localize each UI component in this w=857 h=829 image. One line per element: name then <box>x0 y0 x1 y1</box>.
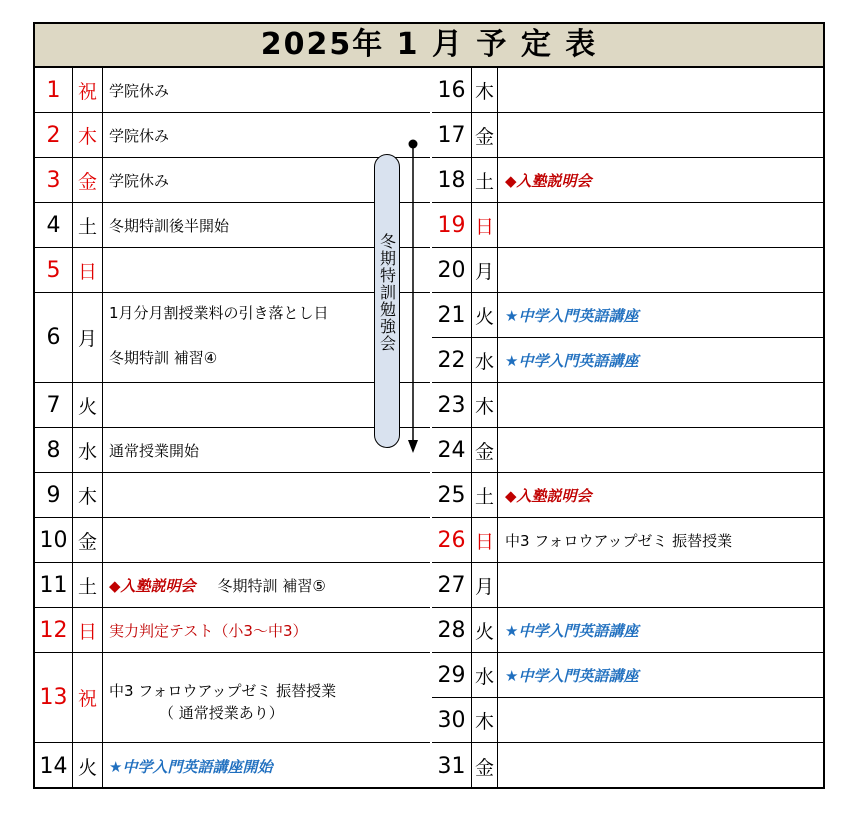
day-number: 2 <box>35 113 73 157</box>
day-number: 9 <box>35 473 73 517</box>
day-row-17 <box>432 113 825 158</box>
event-text: ★中学入門英語講座 <box>505 351 639 370</box>
day-number: 3 <box>35 158 73 202</box>
weekday: 日 <box>472 518 498 562</box>
day-row-6 <box>35 293 430 383</box>
day-number: 14 <box>35 743 73 789</box>
day-number: 23 <box>432 383 472 427</box>
info-session-label: ◆入塾説明会 <box>109 576 196 595</box>
day-row-20 <box>432 248 825 293</box>
day-row-18 <box>432 158 825 203</box>
day-number: 4 <box>35 203 73 247</box>
day-row-3 <box>35 158 430 203</box>
event-text: ◆入塾説明会 <box>505 486 592 505</box>
weekday: 木 <box>73 473 103 517</box>
event-text: ★中学入門英語講座 <box>505 306 639 325</box>
weekday: 月 <box>73 293 103 382</box>
day-number: 10 <box>35 518 73 562</box>
day-row-30 <box>432 698 825 743</box>
event-text: ★中学入門英語講座開始 <box>109 757 273 776</box>
event-text: 冬期特訓後半開始 <box>109 216 230 235</box>
day-row-28 <box>432 608 825 653</box>
day-row-9 <box>35 473 430 518</box>
weekday: 火 <box>73 383 103 427</box>
day-number: 6 <box>35 293 73 382</box>
day-number: 17 <box>432 113 472 157</box>
day-number: 24 <box>432 428 472 472</box>
day-row-16 <box>432 68 825 113</box>
event-text: 学院休み <box>109 126 170 145</box>
day-row-8 <box>35 428 430 473</box>
day-number: 27 <box>432 563 472 607</box>
weekday: 祝 <box>73 653 103 742</box>
day-number: 21 <box>432 293 472 337</box>
day-number: 20 <box>432 248 472 292</box>
weekday: 月 <box>472 563 498 607</box>
day-number: 28 <box>432 608 472 652</box>
day-number: 11 <box>35 563 73 607</box>
event-text-line2: （ 通常授業あり） <box>159 704 284 722</box>
day-number: 7 <box>35 383 73 427</box>
weekday: 日 <box>73 608 103 652</box>
day-row-24 <box>432 428 825 473</box>
day-number: 1 <box>35 68 73 112</box>
day-number: 16 <box>432 68 472 112</box>
weekday: 日 <box>472 203 498 247</box>
day-number: 29 <box>432 653 472 697</box>
day-number: 30 <box>432 698 472 742</box>
calendar-title: 2025年 1 月 予 定 表 <box>35 24 823 68</box>
day-number: 26 <box>432 518 472 562</box>
event-text-line1: 1月分月割授業料の引き落とし日 <box>109 304 329 322</box>
day-row-21 <box>432 293 825 338</box>
day-number: 5 <box>35 248 73 292</box>
day-row-2 <box>35 113 430 158</box>
day-row-22 <box>432 338 825 383</box>
weekday: 水 <box>472 653 498 697</box>
event-text-line2: 冬期特訓 補習④ <box>109 349 218 367</box>
day-row-25 <box>432 473 825 518</box>
winter-session-pill: 冬期特訓勉強会 <box>374 154 400 448</box>
day-row-26 <box>432 518 825 563</box>
day-row-12 <box>35 608 430 653</box>
weekday: 月 <box>472 248 498 292</box>
event-text: 学院休み <box>109 171 170 190</box>
day-row-5 <box>35 248 430 293</box>
event-text: ★中学入門英語講座 <box>505 666 639 685</box>
day-number: 18 <box>432 158 472 202</box>
day-row-14 <box>35 743 430 789</box>
day-row-27 <box>432 563 825 608</box>
weekday: 土 <box>472 158 498 202</box>
day-number: 22 <box>432 338 472 382</box>
weekday: 水 <box>73 428 103 472</box>
weekday: 土 <box>73 563 103 607</box>
day-number: 8 <box>35 428 73 472</box>
weekday: 金 <box>472 113 498 157</box>
period-arrow <box>407 138 419 454</box>
event-text: 実力判定テスト（小3～中3） <box>109 621 308 640</box>
day-row-4 <box>35 203 430 248</box>
day-number: 13 <box>35 653 73 742</box>
weekday: 木 <box>472 383 498 427</box>
day-number: 19 <box>432 203 472 247</box>
weekday: 金 <box>73 518 103 562</box>
weekday: 火 <box>472 293 498 337</box>
weekday: 水 <box>472 338 498 382</box>
day-row-31 <box>432 743 825 789</box>
weekday: 火 <box>73 743 103 789</box>
event-text: ★中学入門英語講座 <box>505 621 639 640</box>
day-row-23 <box>432 383 825 428</box>
weekday: 金 <box>73 158 103 202</box>
weekday: 金 <box>472 743 498 789</box>
day-row-1 <box>35 68 430 113</box>
weekday: 木 <box>472 698 498 742</box>
weekday: 土 <box>73 203 103 247</box>
weekday: 祝 <box>73 68 103 112</box>
weekday: 火 <box>472 608 498 652</box>
event-tail: 冬期特訓 補習⑤ <box>217 576 326 595</box>
weekday: 木 <box>472 68 498 112</box>
day-row-11 <box>35 563 430 608</box>
day-number: 12 <box>35 608 73 652</box>
day-row-29 <box>432 653 825 698</box>
day-row-7 <box>35 383 430 428</box>
day-number: 25 <box>432 473 472 517</box>
weekday: 金 <box>472 428 498 472</box>
weekday: 日 <box>73 248 103 292</box>
weekday: 土 <box>472 473 498 517</box>
day-row-10 <box>35 518 430 563</box>
event-text <box>109 563 326 607</box>
calendar-frame <box>33 22 825 789</box>
day-row-13 <box>35 653 430 743</box>
event-text: 学院休み <box>109 81 170 100</box>
event-text-line1: 中3 フォロウアップゼミ 振替授業 <box>109 682 337 700</box>
event-text: ◆入塾説明会 <box>505 171 592 190</box>
day-row-19 <box>432 203 825 248</box>
event-text: 中3 フォロウアップゼミ 振替授業 <box>505 531 733 550</box>
day-number: 31 <box>432 743 472 789</box>
weekday: 木 <box>73 113 103 157</box>
event-text: 通常授業開始 <box>109 441 200 460</box>
